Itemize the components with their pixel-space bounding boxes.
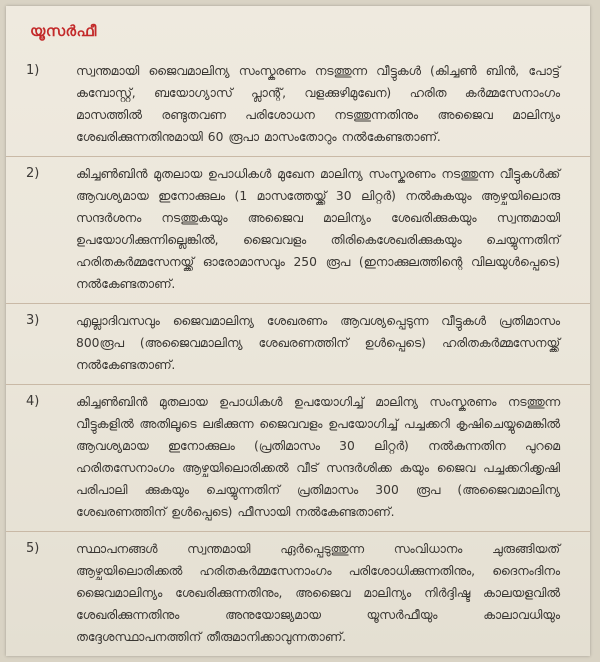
list-item	[6, 304, 590, 385]
item-number: 4)	[26, 394, 40, 409]
item-number: 2)	[26, 166, 40, 181]
item-text: കിച്ചൺബിൻ മുതലായ ഉപാധികൾ ഉപയോഗിച്ച് മാലിന്യ സംസ്കരണം നടത്തുന്ന വീട്ടുകളിൽ അതിലൂടെ ലഭിക്കുന്ന ജൈവവളം ഉപയോഗിച്ച് പച്ചക്കറി കൃഷിചെയ്യുമെങ്കിൽ ആവശ്യമായ ഇനോക്കുലം (പ്രതിമാസം 30 ലിറ്റർ) നൽകുന്നതിന പുറമെ ഹരിതസേനാംഗം ആഴ്ചയിലൊരിക്കൽ വീട് സന്ദർശിക്ക കയും ജൈവ പച്ചക്കറിക്കൃഷി പരിപാലി ക്കുകയും ചെയ്യുന്നതിന് പ്രതിമാസം 300 രൂപ (അജൈവമാലിന്യ ശേഖരണത്തിന് ഉൾപ്പെടെ) ഫീസായി നൽകേണ്ടതാണ്.	[76, 395, 560, 519]
page-heading: യൂസർഫീ	[30, 22, 97, 40]
list-item	[6, 157, 590, 304]
list-item	[6, 54, 590, 157]
item-text: സ്ഥാപനങ്ങൾ സ്വന്തമായി ഏർപ്പെടുത്തുന്ന സംവിധാനം ചുരുങ്ങിയത് ആഴ്ചയിലൊരിക്കൽ ഹരിതകർമ്മസേനാംഗം പരിശോധിക്കുന്നതിനും, ദൈനംദിനം ജൈവമാലിന്യം ശേഖരിക്കുന്നതിനും, അജൈവ മാലിന്യം നിർദ്ദിഷ്ട കാലയളവിൽ ശേഖരിക്കുന്നതിനും അനുയോജ്യമായ യൂസർഫീയും കാലാവധിയും തദ്ദേശസ്ഥാപനത്തിന് തീരുമാനിക്കാവുന്നതാണ്.	[76, 542, 560, 644]
list-item	[6, 532, 590, 656]
item-number: 3)	[26, 313, 40, 328]
item-text: കിച്ചൺബിൻ മുതലായ ഉപാധികൾ മുഖേന മാലിന്യ സംസ്കരണം നടത്തുന്ന വീട്ടുകൾക്ക് ആവശ്യമായ ഇനോക്കുലം (1 മാസത്തേയ്ക്ക് 30 ലിറ്റർ) നൽകുകയും ആഴ്ചയിലൊരു സന്ദർശനം നടത്തുകയും അജൈവ മാലിന്യം ശേഖരിക്കുകയും സ്വന്തമായി ഉപയോഗിക്കുന്നില്ലെങ്കിൽ, ജൈവവളം തിരികെശേഖരിക്കുകയും ചെയ്യുന്നതിന് ഹരിതകർമ്മസേനയ്ക്ക് ഓരോമാസവും 250 രൂപ (ഇനാക്കുലത്തിന്റെ വിലയുൾപ്പെടെ) നൽകേണ്ടതാണ്.	[76, 167, 560, 291]
item-number: 5)	[26, 541, 40, 556]
list-item	[6, 385, 590, 532]
item-text: എല്ലാദിവസവും ജൈവമാലിന്യ ശേഖരണം ആവശ്യപ്പെടുന്ന വീട്ടുകൾ പ്രതിമാസം 800രൂപ (അജൈവമാലിന്യ ശേഖരണത്തിന് ഉൾപ്പെടെ) ഹരിതകർമ്മസേനയ്ക്ക് നൽകേണ്ടതാണ്.	[76, 314, 560, 372]
document-page	[6, 6, 590, 656]
numbered-list	[6, 54, 590, 656]
item-text: സ്വന്തമായി ജൈവമാലിന്യ സംസ്കരണം നടത്തുന്ന വീട്ടുകൾ (കിച്ചൺ ബിൻ, പോട്ട് കമ്പോസ്റ്റ്, ബയോഗ്യാസ് പ്ലാന്റ്, വളക്കുഴിമുഖേന) ഹരിത കർമ്മസേനാംഗം മാസത്തിൽ രണ്ടുതവണ പരിശോധന നടത്തുന്നതിനും അജൈവ മാലിന്യം ശേഖരിക്കുന്നതിനുമായി 60 രൂപാ മാസംതോറും നൽകേണ്ടതാണ്.	[76, 64, 560, 144]
item-number: 1)	[26, 63, 40, 78]
